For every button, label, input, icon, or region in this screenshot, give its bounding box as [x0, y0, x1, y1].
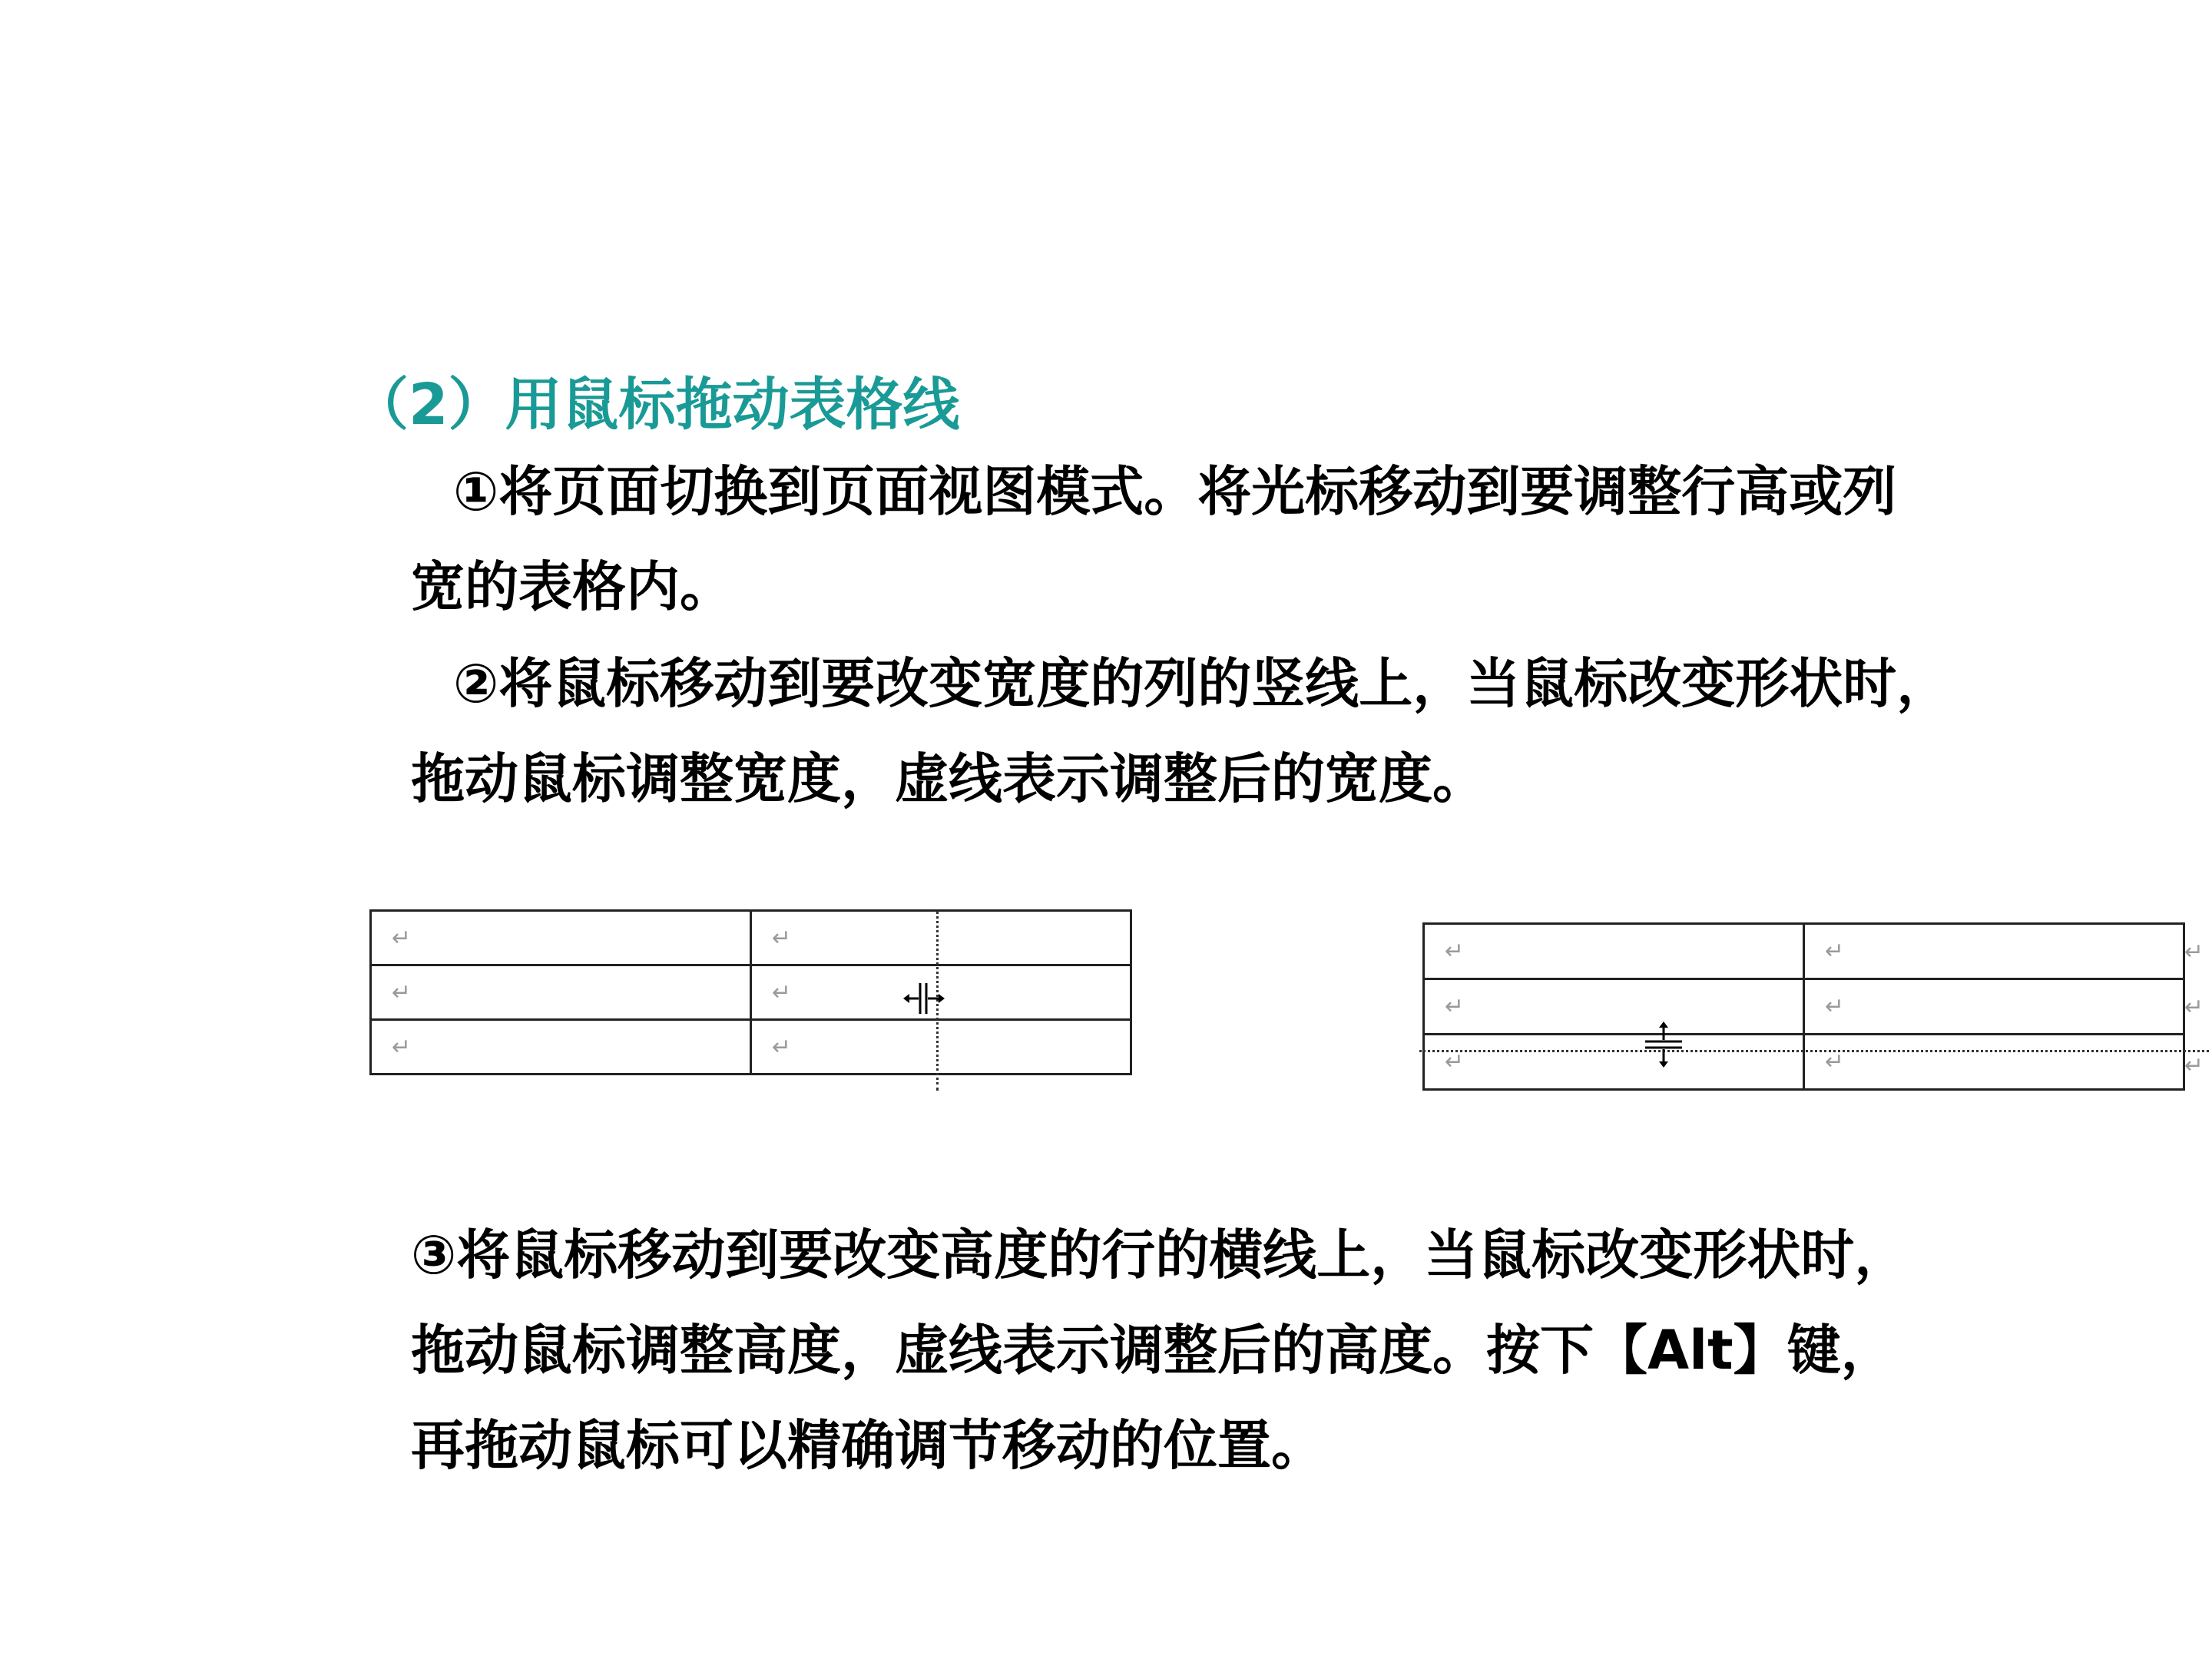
row-end-mark: ↵: [2184, 939, 2204, 965]
paragraph-3-line-3: 再拖动鼠标可以精确调节移动的位置。: [411, 1414, 1325, 1477]
table-row: [1424, 1035, 2184, 1090]
table-row: [371, 911, 1131, 965]
table-cell: ↵: [371, 1020, 751, 1075]
row-end-mark: ↵: [2184, 994, 2204, 1021]
paragraph-2: [411, 636, 1950, 826]
paragraph-3-line-1: ③将鼠标移动到要改变高度的行的横线上，当鼠标改变形状时，: [411, 1224, 1909, 1286]
row-resize-cursor-icon: [1642, 1022, 1685, 1068]
table-cell: ↵: [751, 1020, 1131, 1075]
table-cell: ↵: [371, 911, 751, 965]
table-row: [371, 965, 1131, 1020]
table-cell: ↵: [1424, 1035, 1804, 1090]
section-heading: （2）用鼠标拖动表格线: [352, 372, 960, 438]
row-resize-demo-table: [1422, 922, 2185, 1091]
paragraph-1: [411, 444, 1896, 634]
table-cell: ↵: [371, 965, 751, 1020]
table-cell: ↵: [1804, 924, 2184, 979]
table-row: [371, 1020, 1131, 1075]
table-cell: ↵: [1424, 924, 1804, 979]
paragraph-2-line-1: ②将鼠标移动到要改变宽度的列的竖线上，当鼠标改变形状时，: [453, 652, 1951, 715]
table-row: [1424, 979, 2184, 1035]
column-resize-demo-table: [369, 909, 1132, 1075]
table-cell: ↵: [1424, 979, 1804, 1035]
table-row: [1424, 924, 2184, 979]
table-cell: ↵: [1804, 979, 2184, 1035]
column-resize-cursor-icon: [903, 980, 946, 1017]
row-guide-dashed-line: [1419, 1050, 2209, 1052]
paragraph-3-line-2: 拖动鼠标调整高度，虚线表示调整后的高度。按下【Alt】键，: [411, 1319, 1895, 1382]
table-cell: ↵: [751, 965, 1131, 1020]
table-cell: ↵: [751, 911, 1131, 965]
paragraph-1-line-2: 宽的表格内。: [411, 555, 733, 618]
paragraph-1-line-1: ①将页面切换到页面视图模式。将光标移动到要调整行高或列: [453, 460, 1897, 523]
table-cell: ↵: [1804, 1035, 2184, 1090]
row-end-mark: ↵: [2184, 1052, 2204, 1079]
paragraph-2-line-2: 拖动鼠标调整宽度，虚线表示调整后的宽度。: [411, 747, 1486, 810]
paragraph-3: [411, 1207, 1908, 1493]
